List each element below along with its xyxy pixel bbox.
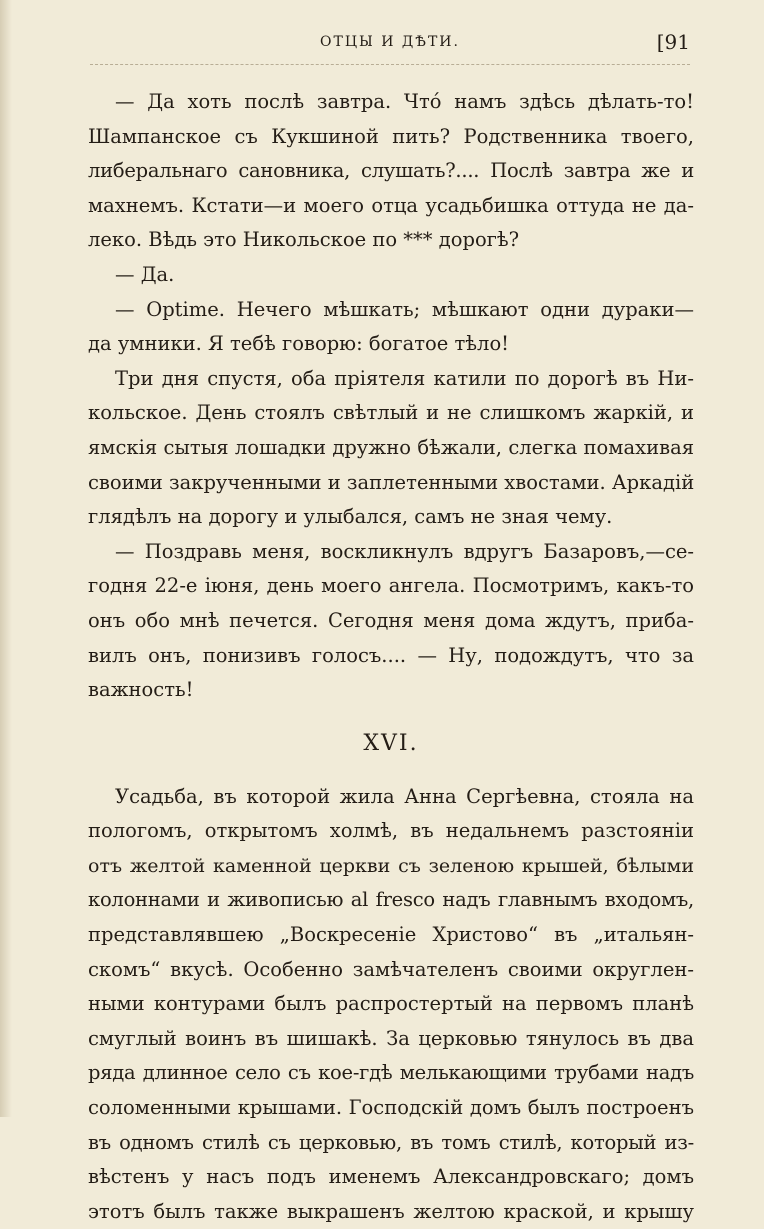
text-line: своими закрученными и заплетенными хвостами. Аркадій (88, 470, 695, 494)
page-header (90, 30, 690, 64)
text-line: махнемъ. Кстати—и моего отца усадьбишка оттуда не да- (88, 193, 694, 217)
text-line: въ одномъ стилѣ съ церковью, въ томъ стилѣ, который из- (88, 1130, 694, 1154)
text-line: вилъ онъ, понизивъ голосъ.... — Ну, подождутъ, что за (88, 643, 694, 667)
header-rule (90, 64, 690, 65)
text-line: годня 22-е іюня, день моего ангела. Посмотримъ, какъ-то (88, 574, 694, 598)
text-line: да умники. Я тебѣ говорю: богатое тѣло! (88, 332, 510, 356)
text-line: либеральнаго сановника, слушать?.... Послѣ завтра же и (88, 159, 694, 183)
text-line: соломенными крышами. Господскій домъ былъ построенъ (88, 1096, 694, 1120)
text-line: Шампанское съ Кукшиной пить? Родственника твоего, (88, 124, 694, 148)
running-title: ОТЦЫ И ДѢТИ. (320, 34, 460, 50)
text-line: скомъ“ вкусѣ. Особенно замѣчателенъ своими округлен- (88, 957, 694, 981)
text-line: отъ желтой каменной церкви съ зеленою крышей, бѣлыми (88, 854, 694, 877)
text-line: смуглый воинъ въ шишакѣ. За церковью тянулось въ два (88, 1026, 694, 1050)
text-line: — Да. (115, 262, 175, 286)
text-line: кольское. День стоялъ свѣтлый и не слишкомъ жаркій, и (88, 401, 694, 425)
text-line: онъ обо мнѣ печется. Сегодня меня дома ждутъ, приба- (88, 608, 694, 632)
text-line: ряда длинное село съ кое-гдѣ мелькающими трубами надъ (88, 1061, 694, 1085)
text-line: ными контурами былъ распростертый на первомъ планѣ (88, 992, 694, 1016)
text-line: вѣстенъ у насъ подъ именемъ Александровскаго; домъ (88, 1165, 694, 1189)
page-number: [91 (656, 30, 690, 54)
text-line: Три дня спустя, оба пріятеля катили по дорогѣ въ Ни- (115, 366, 694, 390)
page-edge-shadow (0, 0, 12, 1117)
page-text (88, 85, 694, 1229)
text-line: леко. Вѣдь это Никольское по *** дорогѣ? (88, 228, 520, 252)
text-line: — Поздравь меня, воскликнулъ вдругъ Базаровъ,—се- (115, 539, 694, 563)
text-line: важность! (88, 678, 194, 702)
text-line: — Да хоть послѣ завтра. Чтó намъ здѣсь дѣлать-то! (115, 90, 694, 113)
text-line: этотъ былъ также выкрашенъ желтою краской, и крышу (88, 1199, 694, 1223)
text-line: Усадьба, въ которой жила Анна Сергѣевна, стояла на (115, 784, 694, 808)
text-line: — Optime. Нечего мѣшкать; мѣшкают одни дураки— (115, 297, 694, 321)
text-line: ямскія сытыя лошадки дружно бѣжали, слегка помахивая (88, 435, 694, 459)
text-line: колоннами и живописью al fresco надъ главнымъ входомъ, (88, 888, 694, 912)
text-line: представлявшею „Воскресеніе Христово“ въ „итальян- (88, 923, 694, 947)
chapter-heading: XVI. (363, 730, 419, 756)
text-line: пологомъ, открытомъ холмѣ, въ недальнемъ разстояніи (88, 819, 694, 843)
text-line: глядѣлъ на дорогу и улыбался, самъ не зная чему. (88, 505, 613, 529)
